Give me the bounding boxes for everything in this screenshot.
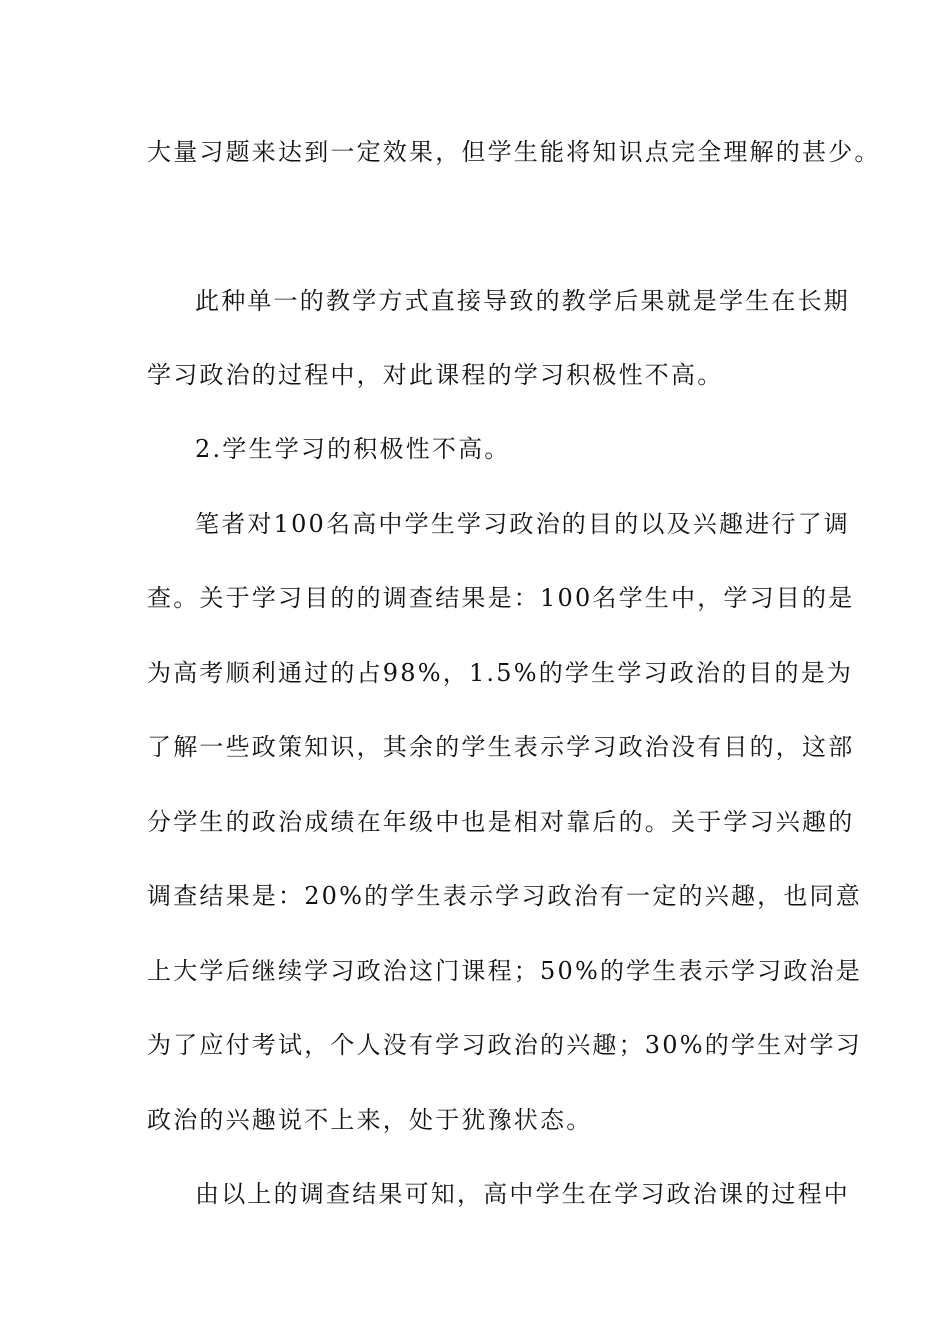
paragraph-line-5: 笔者对100名高中学生学习政治的目的以及兴趣进行了调 [195, 510, 851, 538]
paragraph-line-6: 查。关于学习目的的调查结果是：100名学生中，学习目的是 [147, 584, 855, 612]
paragraph-line-12: 为了应付考试，个人没有学习政治的兴趣；30%的学生对学习 [147, 1031, 862, 1059]
paragraph-line-10: 调查结果是：20%的学生表示学习政治有一定的兴趣，也同意 [147, 882, 862, 910]
paragraph-line-11: 上大学后继续学习政治这门课程；50%的学生表示学习政治是 [147, 957, 862, 985]
paragraph-line-2: 此种单一的教学方式直接导致的教学后果就是学生在长期 [195, 287, 850, 315]
paragraph-line-3: 学习政治的过程中，对此课程的学习积极性不高。 [147, 361, 724, 389]
paragraph-line-7: 为高考顺利通过的占98%，1.5%的学生学习政治的目的是为 [147, 659, 854, 687]
paragraph-line-14: 由以上的调查结果可知，高中学生在学习政治课的过程中 [195, 1180, 850, 1208]
paragraph-line-9: 分学生的政治成绩在年级中也是相对靠后的。关于学习兴趣的 [147, 808, 855, 836]
paragraph-line-1: 大量习题来达到一定效果，但学生能将知识点完全理解的甚少。 [147, 138, 881, 166]
paragraph-line-13: 政治的兴趣说不上来，处于犹豫状态。 [147, 1106, 593, 1134]
paragraph-line-8: 了解一些政策知识，其余的学生表示学习政治没有目的，这部 [147, 733, 855, 761]
section-heading: 2.学生学习的积极性不高。 [195, 435, 511, 463]
